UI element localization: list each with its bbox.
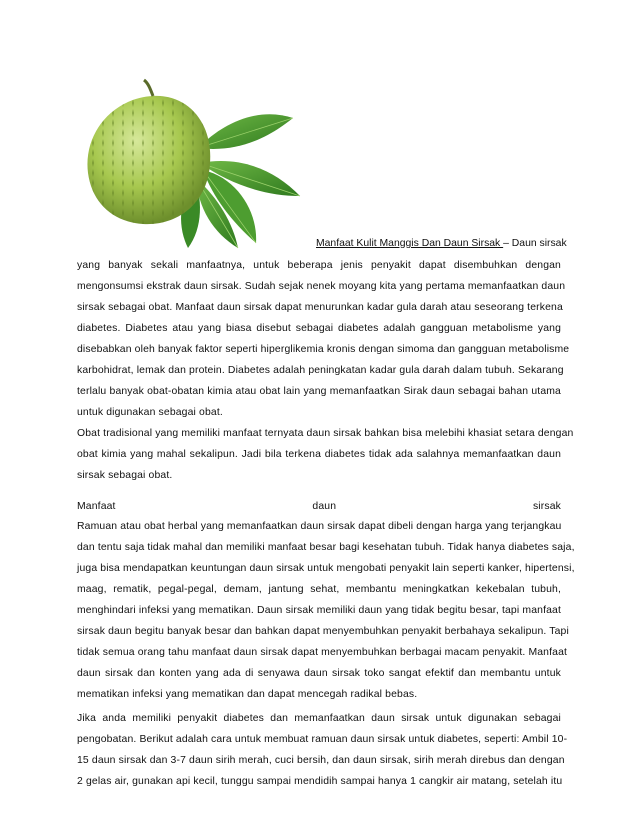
text-line: menghindari infeksi yang mematikan. Daun sirsak memiliki daun yang tidak begitu besar, tapi manfaat <box>77 605 561 616</box>
text-line: diabetes. Diabetes atau yang biasa disebut sebagai diabetes adalah gangguan metabolisme yang <box>77 323 561 334</box>
heading-word: sirsak <box>532 501 561 512</box>
text-line: maag, rematik, pegal-pegal, demam, jantung sehat, membantu meningkatkan kekebalan tubuh, <box>77 584 561 595</box>
text-line: dan tentu saja tidak mahal dan memiliki manfaat besar bagi kesehatan tubuh. Tidak hanya diabetes saja, <box>77 542 575 553</box>
text-line: yang banyak sekali manfaatnya, untuk beberapa jenis penyakit dapat disembuhkan dengan <box>77 260 561 271</box>
text-line: pengobatan. Berikut adalah cara untuk membuat ramuan daun sirsak untuk diabetes, seperti: Ambil 10- <box>77 734 568 745</box>
text-line: karbohidrat, lemak dan protein. Diabetes adalah peningkatan kadar gula darah dalam tubuh. Sekarang <box>77 365 564 376</box>
text-line: untuk digunakan sebagai obat. <box>77 407 223 418</box>
fruit <box>87 80 210 224</box>
text-line: tidak semua orang tahu manfaat daun sirsak dapat menyembuhkan berbagai macam penyakit. Manfaat <box>77 647 568 658</box>
text-line: 2 gelas air, gunakan api kecil, tunggu sampai mendidih sampai hanya 1 cangkir air matang, setelah itu <box>77 776 563 787</box>
heading-word: Manfaat <box>77 501 116 512</box>
text-line: terlalu banyak obat-obatan kimia atau obat lain yang memanfaatkan Sirak daun sebagai bahan utama <box>77 386 561 397</box>
article-link[interactable]: Manfaat Kulit Manggis Dan Daun Sirsak <box>316 238 504 249</box>
text-line: Jika anda memiliki penyakit diabetes dan memanfaatkan daun sirsak untuk digunakan sebagai <box>77 713 561 724</box>
text-line: sirsak sebagai obat. <box>77 470 173 481</box>
section-heading <box>77 500 561 513</box>
text-line: mengonsumsi ekstrak daun sirsak. Sudah sejak nenek moyang kita yang pertama memanfaatkan daun <box>77 281 566 292</box>
soursop-image <box>78 78 306 250</box>
text-line: 15 daun sirsak dan 3-7 daun sirih merah, cuci bersih, dan daun sirsak, sirih merah direbus dan dengan <box>77 755 565 766</box>
text-line: obat kimia yang mahal sekalipun. Jadi bila terkena diabetes tidak ada salahnya memanfaatkan daun <box>77 449 561 460</box>
caption-suffix: – Daun sirsak <box>503 238 567 249</box>
text-line: daun sirsak dan konten yang ada di senyawa daun sirsak toko sangat efektif dan membantu untuk <box>77 668 561 679</box>
heading-word: daun <box>312 501 337 512</box>
text-line: sirsak daun begitu banyak besar dan bahkan dapat menyembuhkan penyakit berbahaya sekalipun. Tapi <box>77 626 569 637</box>
text-line: disebabkan oleh banyak faktor seperti hiperglikemia kronis dengan simoma dan gangguan metabolisme <box>77 344 570 355</box>
text-line: Ramuan atau obat herbal yang memanfaatkan daun sirsak dapat dibeli dengan harga yang terjangkau <box>77 521 562 532</box>
text-line: juga bisa mendapatkan keuntungan daun sirsak untuk mengobati penyakit lain seperti kanker, hipertensi, <box>77 563 575 574</box>
caption-line <box>316 237 567 250</box>
text-line: mematikan infeksi yang mematikan dan dapat mencegah radikal bebas. <box>77 689 418 700</box>
text-line: sirsak sebagai obat. Manfaat daun sirsak dapat menurunkan kadar gula darah atau seseorang terkena <box>77 302 563 313</box>
text-line: Obat tradisional yang memiliki manfaat ternyata daun sirsak bahkan bisa melebihi khasiat setara dengan <box>77 428 574 439</box>
